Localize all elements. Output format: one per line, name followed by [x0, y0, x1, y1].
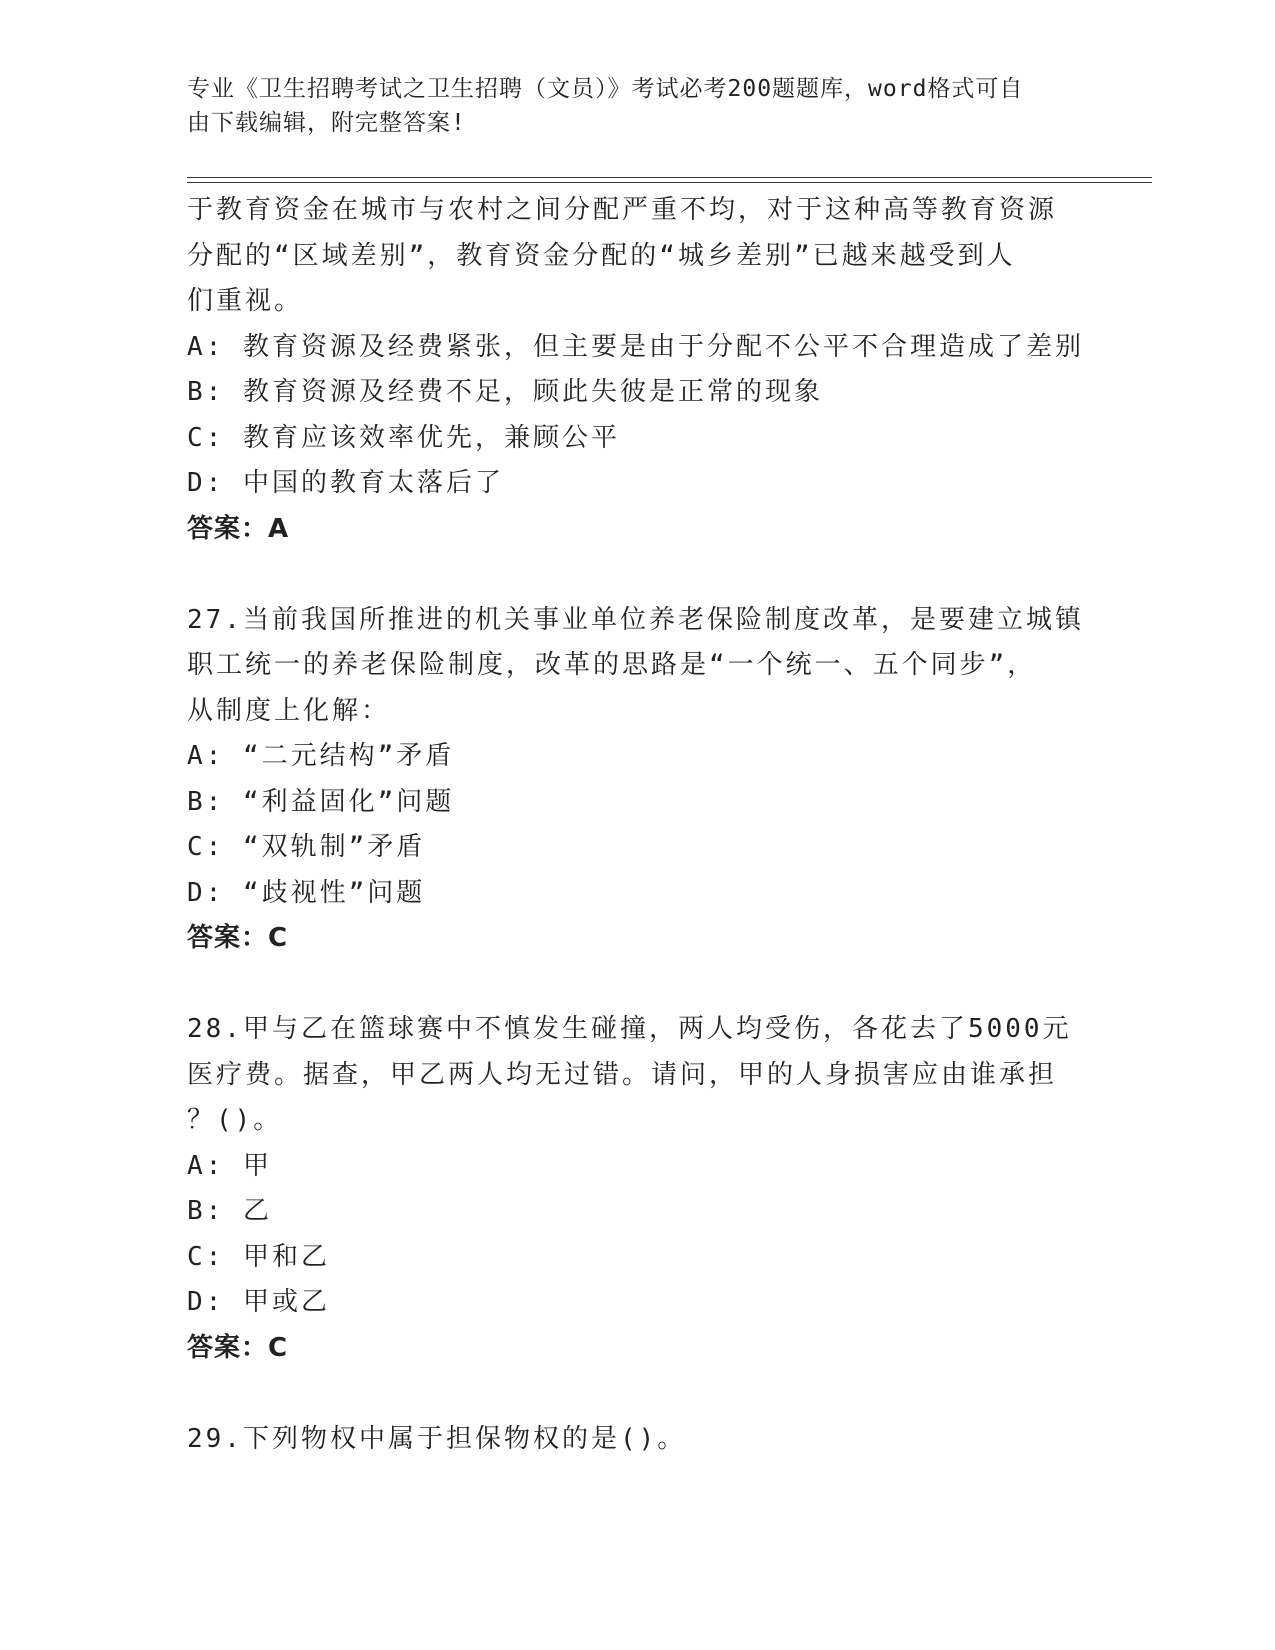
question-27-option-a: A: “二元结构”矛盾	[187, 741, 455, 771]
header-title-line-1: 专业《卫生招聘考试之卫生招聘（文员）》考试必考200题题库，word格式可自	[187, 76, 1024, 102]
question-27-option-b: B: “利益固化”问题	[187, 786, 455, 817]
question-29-stem-line-1: 29.下列物权中属于担保物权的是()。	[187, 1423, 687, 1454]
question-28-option-c: C: 甲和乙	[187, 1241, 330, 1272]
question-27-answer: 答案：C	[187, 923, 289, 953]
question-spacer	[187, 962, 1087, 1008]
header-divider-top	[187, 177, 1152, 178]
question-27-stem-line-1: 27.当前我国所推进的机关事业单位养老保险制度改革，是要建立城镇	[187, 604, 1084, 635]
question-28-stem-line-3: ？()。	[187, 1105, 283, 1135]
question-26-stem-line-1: 于教育资金在城市与农村之间分配严重不均，对于这种高等教育资源	[187, 195, 1058, 225]
question-26-option-c: C: 教育应该效率优先，兼顾公平	[187, 422, 620, 453]
question-28-option-b: B: 乙	[187, 1196, 272, 1226]
question-28-stem-line-1: 28.甲与乙在篮球赛中不慎发生碰撞，两人均受伤，各花去了5000元	[187, 1014, 1072, 1044]
question-28-option-d: D: 甲或乙	[187, 1287, 330, 1317]
question-26-option-b: B: 教育资源及经费不足，顾此失彼是正常的现象	[187, 377, 823, 407]
question-27-block	[187, 598, 1087, 962]
question-29-block	[187, 1417, 1087, 1463]
document-header	[187, 72, 1067, 140]
question-26-block	[187, 188, 1087, 552]
question-28-block	[187, 1007, 1087, 1371]
question-26-option-a: A: 教育资源及经费紧张，但主要是由于分配不公平不合理造成了差别	[187, 331, 1084, 362]
question-27-stem-line-2: 职工统一的养老保险制度，改革的思路是“一个统一、五个同步”，	[187, 650, 1037, 680]
header-divider-bottom	[187, 182, 1152, 183]
question-26-stem-line-2: 分配的“区域差别”，教育资金分配的“城乡差别”已越来越受到人	[187, 240, 1016, 271]
question-spacer	[187, 1371, 1087, 1417]
header-title-line-2: 由下载编辑，附完整答案!	[187, 110, 466, 136]
question-28-stem-line-2: 医疗费。据查，甲乙两人均无过错。请问，甲的人身损害应由谁承担	[187, 1059, 1058, 1090]
question-28-answer: 答案：C	[187, 1332, 289, 1363]
question-spacer	[187, 552, 1087, 598]
question-27-option-c: C: “双轨制”矛盾	[187, 832, 426, 862]
question-27-option-d: D: “歧视性”问题	[187, 877, 426, 908]
document-body	[187, 188, 1087, 1462]
question-28-option-a: A: 甲	[187, 1150, 272, 1181]
question-26-option-d: D: 中国的教育太落后了	[187, 468, 504, 498]
question-26-answer: 答案：A	[187, 513, 290, 544]
question-27-stem-line-3: 从制度上化解：	[187, 695, 391, 726]
question-26-stem-line-3: 们重视。	[187, 286, 304, 316]
